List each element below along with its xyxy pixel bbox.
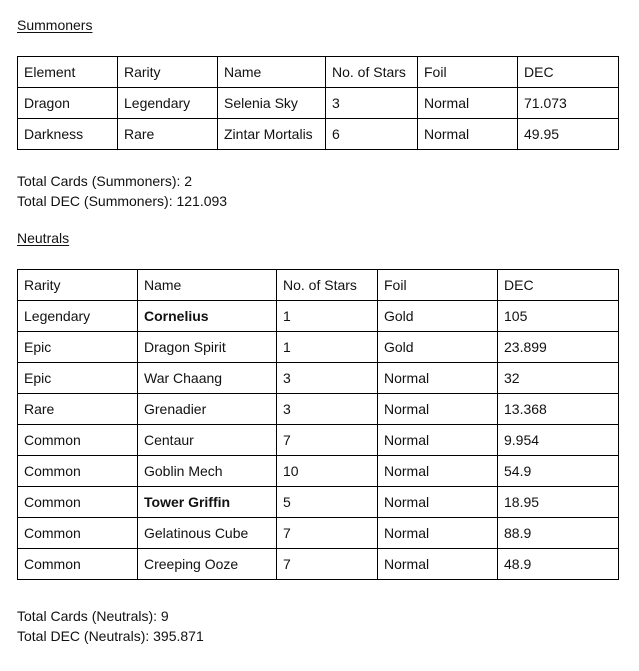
cell-dec: 13.368 [498, 394, 619, 425]
neutrals-header-row [18, 270, 619, 301]
cell-stars: 6 [326, 119, 418, 150]
cell-foil: Gold [378, 301, 498, 332]
table-row [18, 119, 619, 150]
cell-stars: 5 [277, 487, 378, 518]
cell-dec: 88.9 [498, 518, 619, 549]
summoners-total-cards: Total Cards (Summoners): 2 [17, 173, 193, 189]
summoners-total-dec: Total DEC (Summoners): 121.093 [17, 193, 228, 209]
cell-dec: 105 [498, 301, 619, 332]
cell-foil: Normal [378, 456, 498, 487]
cell-stars: 7 [277, 518, 378, 549]
neutrals-header-rarity: Rarity [18, 270, 138, 301]
neutrals-total-dec: Total DEC (Neutrals): 395.871 [17, 628, 204, 644]
cell-dec: 9.954 [498, 425, 619, 456]
cell-name: Gelatinous Cube [138, 518, 277, 549]
cell-stars: 3 [277, 394, 378, 425]
table-row [18, 487, 619, 518]
cell-stars: 1 [277, 332, 378, 363]
cell-name: Goblin Mech [138, 456, 277, 487]
summoners-header-dec: DEC [518, 57, 619, 88]
cell-stars: 1 [277, 301, 378, 332]
cell-foil: Normal [378, 394, 498, 425]
cell-rarity: Rare [18, 394, 138, 425]
cell-element: Darkness [18, 119, 118, 150]
summoners-table [17, 56, 619, 150]
cell-stars: 10 [277, 456, 378, 487]
summoners-header-element: Element [18, 57, 118, 88]
cell-stars: 7 [277, 425, 378, 456]
table-row [18, 301, 619, 332]
cell-dec: 48.9 [498, 549, 619, 580]
cell-dec: 71.073 [518, 88, 619, 119]
cell-name: Tower Griffin [138, 487, 277, 518]
cell-name: Centaur [138, 425, 277, 456]
cell-rarity: Rare [118, 119, 218, 150]
summoners-header-foil: Foil [418, 57, 518, 88]
summoners-header-rarity: Rarity [118, 57, 218, 88]
cell-stars: 3 [277, 363, 378, 394]
table-row [18, 88, 619, 119]
cell-foil: Normal [418, 88, 518, 119]
table-row [18, 394, 619, 425]
cell-foil: Normal [378, 487, 498, 518]
summoners-header-stars: No. of Stars [326, 57, 418, 88]
table-row [18, 332, 619, 363]
neutrals-header-foil: Foil [378, 270, 498, 301]
cell-name: War Chaang [138, 363, 277, 394]
cell-foil: Normal [378, 518, 498, 549]
cell-foil: Normal [418, 119, 518, 150]
cell-name: Zintar Mortalis [218, 119, 326, 150]
table-row [18, 456, 619, 487]
cell-rarity: Epic [18, 363, 138, 394]
summoners-header-name: Name [218, 57, 326, 88]
cell-dec: 23.899 [498, 332, 619, 363]
cell-rarity: Common [18, 518, 138, 549]
cell-dec: 54.9 [498, 456, 619, 487]
cell-name: Cornelius [138, 301, 277, 332]
cell-name: Grenadier [138, 394, 277, 425]
cell-rarity: Epic [18, 332, 138, 363]
table-row [18, 518, 619, 549]
cell-stars: 7 [277, 549, 378, 580]
cell-foil: Gold [378, 332, 498, 363]
cell-dec: 18.95 [498, 487, 619, 518]
cell-name: Selenia Sky [218, 88, 326, 119]
neutrals-heading: Neutrals [17, 230, 70, 246]
neutrals-header-stars: No. of Stars [277, 270, 378, 301]
summoners-heading: Summoners [17, 17, 93, 33]
cell-dec: 49.95 [518, 119, 619, 150]
cell-rarity: Common [18, 549, 138, 580]
cell-rarity: Legendary [18, 301, 138, 332]
cell-rarity: Common [18, 487, 138, 518]
table-row [18, 549, 619, 580]
cell-dec: 32 [498, 363, 619, 394]
cell-foil: Normal [378, 425, 498, 456]
cell-name: Dragon Spirit [138, 332, 277, 363]
summoners-header-row [18, 57, 619, 88]
cell-element: Dragon [18, 88, 118, 119]
cell-foil: Normal [378, 549, 498, 580]
cell-rarity: Common [18, 456, 138, 487]
cell-name: Creeping Ooze [138, 549, 277, 580]
table-row [18, 425, 619, 456]
neutrals-header-dec: DEC [498, 270, 619, 301]
table-row [18, 363, 619, 394]
neutrals-total-cards: Total Cards (Neutrals): 9 [17, 608, 169, 624]
cell-foil: Normal [378, 363, 498, 394]
cell-rarity: Legendary [118, 88, 218, 119]
neutrals-table [17, 269, 619, 580]
neutrals-header-name: Name [138, 270, 277, 301]
cell-rarity: Common [18, 425, 138, 456]
cell-stars: 3 [326, 88, 418, 119]
